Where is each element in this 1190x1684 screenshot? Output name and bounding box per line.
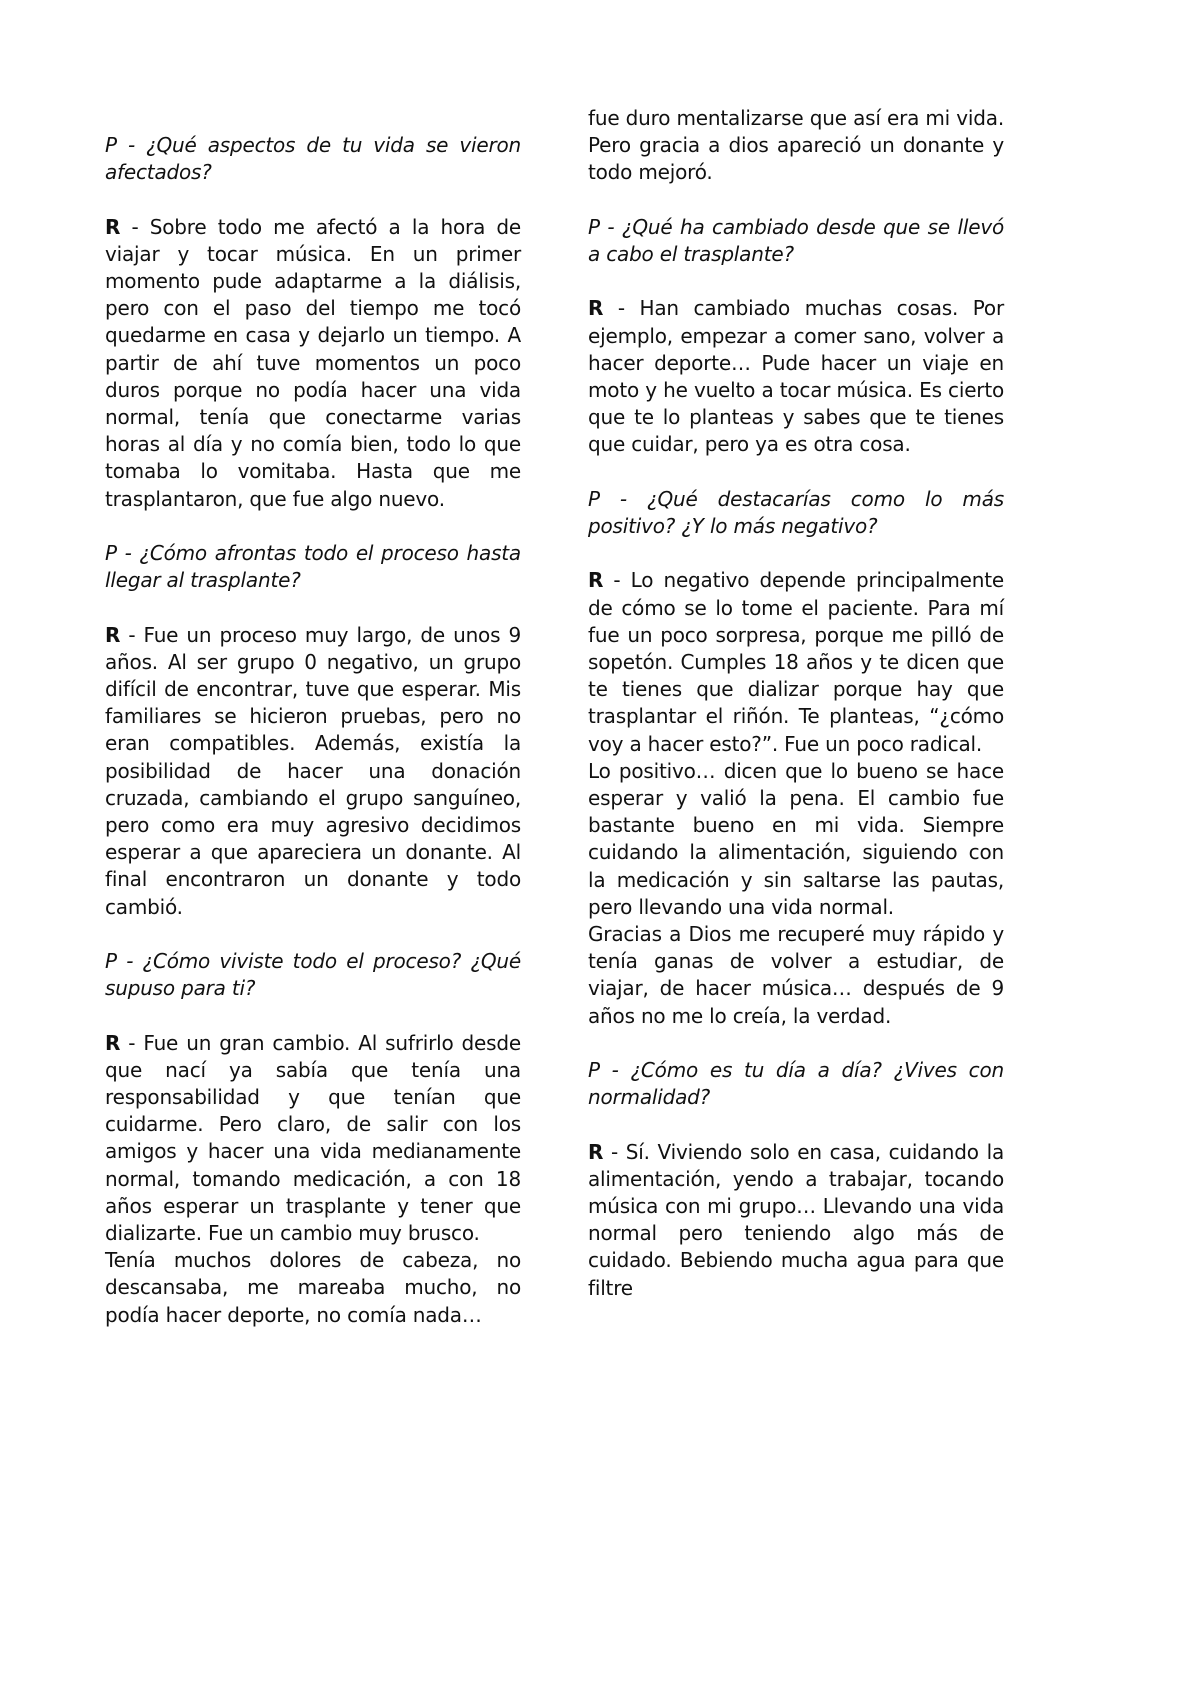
left-column bbox=[105, 132, 521, 1329]
answer-text: - Fue un proceso muy largo, de unos 9 años. Al ser grupo 0 negativo, un grupo difícil de encontrar, tuve que esperar. Mis familiares se hicieron pruebas, pero no eran compatibles. Además, existía la posibilidad de hacer una donación cruzada, cambiando el grupo sanguíneo, pero como era muy agresivo decidimos esperar a que apareciera un donante. Al final encontraron un donante y todo cambió. bbox=[105, 622, 521, 919]
answer-text: - Fue un gran cambio. Al sufrirlo desde que nací ya sabía que tenía una responsabilidad y que tenían que cuidarme. Pero claro, de salir con los amigos y hacer una vida medianamente normal, tomando medicación, a con 18 años esperar un trasplante y tener que dializarte. Fue un cambio muy brusco. bbox=[105, 1030, 521, 1246]
question: P - ¿Qué ha cambiado desde que se llevó a cabo el trasplante? bbox=[588, 214, 1004, 266]
answer bbox=[105, 622, 521, 921]
answer-label: R bbox=[588, 568, 604, 593]
answer-paragraph: Lo positivo… dicen que lo bueno se hace esperar y valió la pena. El cambio fue bastante bueno en mi vida. Siempre cuidando la alimentación, siguiendo con la medicación y sin saltarse las pautas, pero llevando una vida normal. bbox=[588, 758, 1004, 919]
answer-label: R bbox=[105, 214, 121, 239]
right-column bbox=[588, 105, 1004, 1302]
answer bbox=[588, 295, 1004, 458]
answer-paragraph: Tenía muchos dolores de cabeza, no descansaba, me mareaba mucho, no podía hacer deporte, no comía nada… bbox=[105, 1248, 521, 1327]
answer bbox=[105, 214, 521, 513]
answer bbox=[105, 1030, 521, 1329]
answer-label: R bbox=[588, 296, 604, 321]
question: P - ¿Cómo afrontas todo el proceso hasta llegar al trasplante? bbox=[105, 541, 521, 593]
answer-paragraph bbox=[588, 567, 1004, 757]
answer-paragraph: fue duro mentalizarse que así era mi vida. Pero gracia a dios apareció un donante y todo mejoró. bbox=[588, 106, 1004, 185]
answer-label: R bbox=[588, 1139, 604, 1164]
question: P - ¿Cómo es tu día a día? ¿Vives con normalidad? bbox=[588, 1058, 1004, 1110]
answer-paragraph bbox=[105, 1030, 521, 1248]
question: P - ¿Qué destacarías como lo más positivo? ¿Y lo más negativo? bbox=[588, 486, 1004, 538]
answer-label: R bbox=[105, 622, 121, 647]
answer-text: - Han cambiado muchas cosas. Por ejemplo, empezar a comer sano, volver a hacer deporte… Pude hacer un viaje en moto y he vuelto a tocar música. Es cierto que te lo planteas y sabes que te tienes que cuidar, pero ya es otra cosa. bbox=[588, 296, 1004, 457]
answer-paragraph: Gracias a Dios me recuperé muy rápido y tenía ganas de volver a estudiar, de viajar, de hacer música… después de 9 años no me lo creía, la verdad. bbox=[588, 922, 1004, 1028]
answer-label: R bbox=[105, 1030, 121, 1055]
answer bbox=[588, 567, 1004, 1029]
question: P - ¿Cómo viviste todo el proceso? ¿Qué supuso para ti? bbox=[105, 949, 521, 1001]
answer-paragraph bbox=[105, 214, 521, 513]
question: P - ¿Qué aspectos de tu vida se vieron afectados? bbox=[105, 133, 521, 185]
answer-paragraph bbox=[105, 622, 521, 921]
answer bbox=[588, 1139, 1004, 1302]
answer-text: - Sobre todo me afectó a la hora de viajar y tocar música. En un primer momento pude adaptarme a la diálisis, pero con el paso del tiempo me tocó quedarme en casa y dejarlo un tiempo. A partir de ahí tuve momentos un poco duros porque no podía hacer una vida normal, tenía que conectarme varias horas al día y no comía bien, todo lo que tomaba lo vomitaba. Hasta que me trasplantaron, que fue algo nuevo. bbox=[105, 214, 521, 511]
answer-text: - Sí. Viviendo solo en casa, cuidando la alimentación, yendo a trabajar, tocando música con mi grupo… Llevando una vida normal pero teniendo algo más de cuidado. Bebiendo mucha agua para que filtre bbox=[588, 1139, 1004, 1300]
answer-continuation bbox=[588, 105, 1004, 187]
answer-paragraph bbox=[588, 1139, 1004, 1302]
answer-text: - Lo negativo depende principalmente de cómo se lo tome el paciente. Para mí fue un poco sorpresa, porque me pilló de sopetón. Cumples 18 años y te dicen que te tienes que dializar porque hay que trasplantar el riñón. Te planteas, “¿cómo voy a hacer esto?”. Fue un poco radical. bbox=[588, 568, 1004, 756]
answer-paragraph bbox=[588, 295, 1004, 458]
